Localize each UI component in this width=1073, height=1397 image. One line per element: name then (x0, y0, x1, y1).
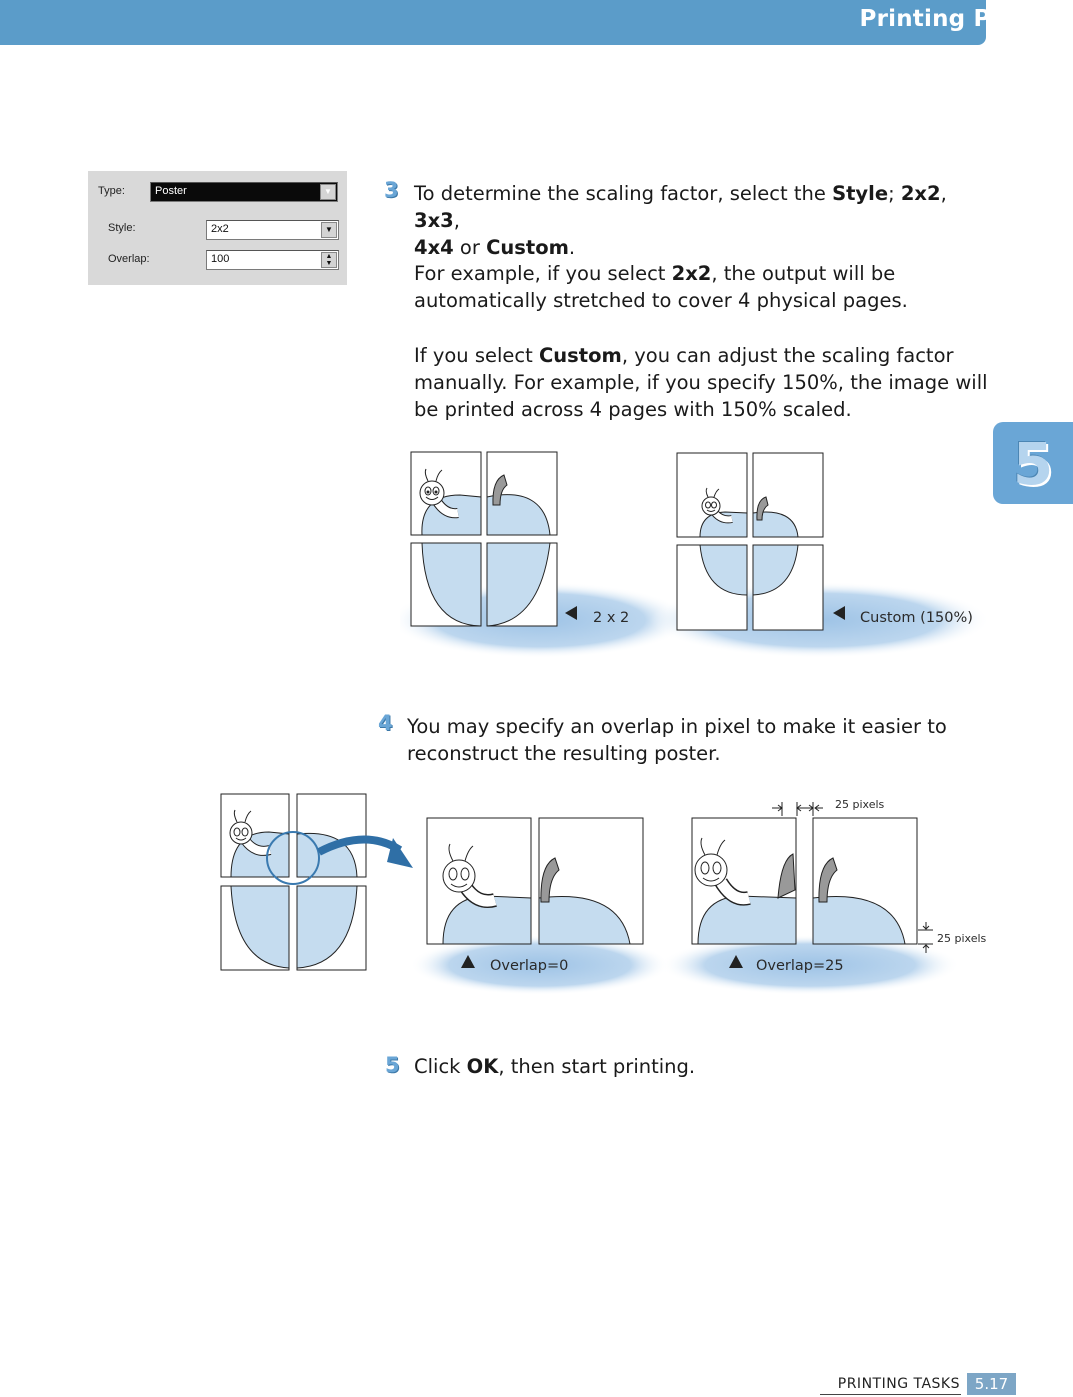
style-select-value: 2x2 (211, 223, 229, 235)
spin-arrows-icon[interactable]: ▲ ▼ (321, 252, 337, 268)
scaling-illustration (400, 445, 1000, 660)
type-label: Type: (98, 185, 125, 197)
caption-custom: Custom (150%) (860, 610, 973, 626)
chapter-number: 5 (1012, 430, 1054, 498)
type-select[interactable] (150, 182, 338, 202)
footer-rule (820, 1394, 961, 1395)
step-4-paragraph: You may specify an overlap in pixel to make it easier to reconstruct the resulting poster. (407, 715, 947, 765)
overlap-stepper-value: 100 (211, 253, 230, 265)
overlap-stepper[interactable] (206, 250, 339, 270)
step-4-number: 4 (378, 711, 393, 735)
chevron-down-icon[interactable]: ▼ (320, 184, 336, 200)
dimension-label-vertical: 25 pixels (937, 932, 987, 945)
step-3-paragraph-2: For example, if you select 2x2, the output will be automatically stretched to cover 4 physical pages. (414, 262, 908, 312)
page-number: 5.17 (967, 1373, 1016, 1395)
poster-overview-group (221, 794, 413, 970)
type-select-value: Poster (155, 185, 187, 197)
caption-2x2: 2 x 2 (593, 610, 630, 626)
style-select[interactable] (206, 220, 339, 240)
caption-overlap-0: Overlap=0 (490, 958, 569, 974)
header-bar (0, 0, 986, 45)
step-5-paragraph: Click OK, then start printing. (414, 1055, 696, 1078)
dimension-label-horizontal: 25 pixels (835, 798, 885, 811)
page-title: Printing Poster (859, 6, 1059, 32)
step-5-number: 5 (385, 1053, 400, 1077)
overlap-label: Overlap: (108, 253, 150, 265)
footer-section-title: PRINTING TASKS (837, 1376, 960, 1392)
caption-overlap-25: Overlap=25 (756, 958, 844, 974)
overlap-illustration (215, 790, 1005, 1005)
step-3-paragraph-3: If you select Custom, you can adjust the scaling factor manually. For example, if you specify 150%, the image will be printed across 4 pages with 150% scaled. (414, 344, 988, 421)
step-3-paragraph-1: To determine the scaling factor, select the Style; 2x2, 3x3, 4x4 or Custom. (414, 182, 947, 259)
style-label: Style: (108, 222, 136, 234)
overlap-dimension-horizontal (772, 798, 885, 816)
step-3-number: 3 (384, 178, 399, 202)
chevron-down-icon[interactable]: ▼ (321, 222, 337, 238)
chapter-tab (993, 422, 1073, 504)
poster-settings-dialog (88, 171, 347, 285)
